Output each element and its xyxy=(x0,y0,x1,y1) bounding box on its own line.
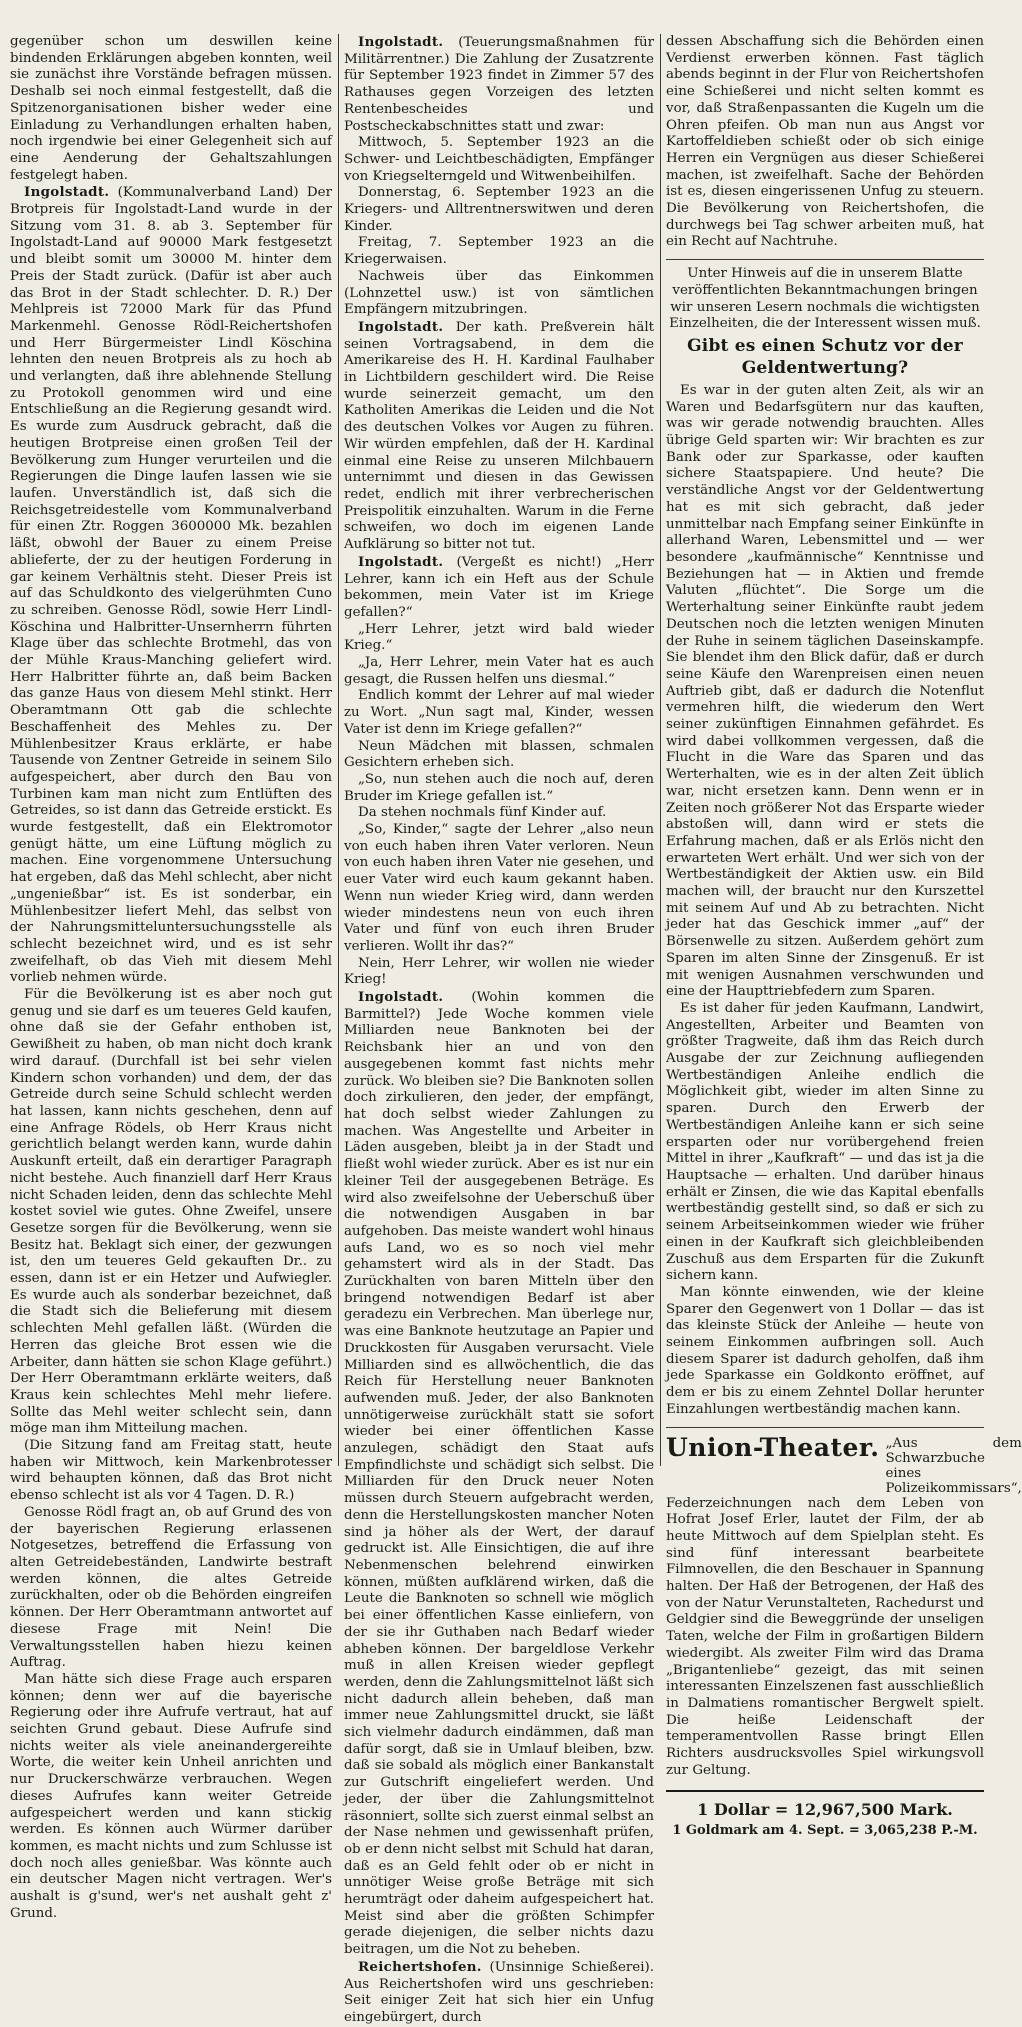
article-dateline: Ingolstadt. xyxy=(24,184,110,201)
article-paragraph: Man könnte einwenden, wie der kleine Sparer den Gegenwert von 1 Dollar — das ist das kleinste Stück der Anleihe — heute von seinem Einkommen aufbringen soll. Auch diesem Sparer ist dadurch geholfen, daß ihm jede Sparkasse ein Goldkonto eröffnet, auf dem er bis zu einem Zehntel Dollar herunter Einzahlungen wertbeständig machen kann. xyxy=(666,1284,984,1417)
article-paragraph xyxy=(10,184,332,987)
column-3 xyxy=(666,34,1022,1840)
article-text: gegenüber schon um deswillen keine bindenden Erklärungen abgeben konnten, weil sie zunächst ihre Vorstände befragen müssen. Deshalb sei noch einmal festgestellt, daß die Spitzenorganisationen bisher weder eine Einladung zu Verhandlungen erhalten haben, noch irgendwie bei einer Gelegenheit sich auf eine Aenderung der Gehaltszahlungen festgelegt haben. xyxy=(10,34,332,183)
article-dateline: Reichertshofen. xyxy=(358,1958,482,1975)
article-dateline: Ingolstadt. xyxy=(358,989,444,1006)
article-paragraph: Für die Bevölkerung ist es aber noch gut genug und sie darf es um teueres Geld kaufen, ohne daß sie der Gefahr enthoben ist, Gewißheit zu haben, ob man nicht doch krank wird darauf. (Durchfall ist bei sehr vielen Kindern schon vorhanden) und dem, der das Getreide durch seine Schuld schlecht werden hat lassen, kann nichts geschehen, denn auf eine Anfrage Rödels, ob Herr Kraus nicht gerichtlich belangt werden kann, wurde dahin Auskunft erteilt, daß ein derartiger Paragraph nicht bestehe. Auch finanziell darf Herr Kraus nicht Schaden leiden, denn das schlechte Mehl kostet soviel wie gutes. Ohne Zweifel, unsere Gesetze sorgen für die Bevölkerung, wenn sie Besitz hat. Beklagt sich einer, der gezwungen ist, den um teueres Geld gekauften Dr.. zu essen, dann ist er ein Hetzer und Aufwiegler. Es wurde auch als sonderbar bezeichnet, daß die Stadt sich die Belieferung mit diesem schlechten Mehl gefallen läßt. (Würden die Herren das gleiche Brot essen wie die Arbeiter, dann hätten sie schon Klage geführt.) Der Herr Oberamtmann erklärte weiters, daß Kraus kein schlechtes Mehl mehr liefere. Sollte das Mehl weiter schlecht sein, dann möge man ihm Mitteilung machen. xyxy=(10,987,332,1437)
article-paragraph: Nein, Herr Lehrer, wir wollen nie wieder Krieg! xyxy=(344,955,654,988)
exchange-rate-box xyxy=(666,1790,984,1840)
article-text: (Unsinnige Schießerei). Aus Reichertshofen wird uns geschrieben: Seit einiger Zeit hat sich hier ein Unfug eingebürgert, durch xyxy=(344,1959,654,2025)
section-divider xyxy=(666,259,984,260)
article-paragraph: „Herr Lehrer, jetzt wird bald wieder Krieg.“ xyxy=(344,621,654,654)
article-paragraph: Genosse Rödl fragt an, ob auf Grund des von der bayerischen Regierung erlassenen Notgesetzes, betreffend die Erfassung von alten Getreidebeständen, Landwirte bestraft werden können, die altes Getreide zurückhalten, oder ob die Behörden eingreifen können. Der Herr Oberamtmann antwortet auf diesese Frage mit Nein! Die Verwaltungsstellen haben hiezu keinen Auftrag. xyxy=(10,1504,332,1671)
article-paragraph: Donnerstag, 6. September 1923 an die Kriegers- und Alltrentnerswitwen und deren Kinder. xyxy=(344,185,654,234)
article-paragraph: Da stehen nochmals fünf Kinder auf. xyxy=(358,805,607,821)
article-paragraph: Neun Mädchen mit blassen, schmalen Gesichtern erheben sich. xyxy=(344,738,654,771)
article-text: (Wohin kommen die Barmittel?) Jede Woche kommen viele Milliarden neue Banknoten bei der Reichsbank hier an und von den ausgegebenen kommt fast nichts mehr zurück. Wo bleiben sie? Die Banknoten sollen doch zirkulieren, den jeder, der empfängt, hat doch selbst wieder Zahlungen zu machen. Was Angestellte und Arbeiter in Läden ausgeben, bleibt ja in der Stadt und fließt wohl wieder zurück. Aber es ist nur ein kleiner Teil der ausgegebenen Beträge. Es wird also zweifelsohne der Ueberschuß über die notwendigen Ausgaben in bar aufgehoben. Das meiste wandert wohl hinaus aufs Land, wo es so noch viel mehr gehamstert wird als in der Stadt. Das Zurückhalten von baren Mitteln über den bringend notwendigen Bedarf ist aber geradezu ein Verbrechen. Man überlege nur, was eine Banknote heutzutage an Papier und Druckkosten für Ausgaben verursacht. Viele Milliarden sind es allwöchentlich, die das Reich für Herstellung neuer Banknoten aufwenden muß. Jeder, der also Banknoten unnötigerweise zurückhält statt sie sofort wieder bei einer öffentlichen Kasse anzulegen, schädigt den Staat aufs Empfindlichste und schädigt sich selbst. Die Milliarden für den Druck neuer Noten müssen durch Steuern aufgebracht werden, denn die Herstellungskosten mancher Noten sind ja höher als der Wert, der darauf gedruckt ist. Alle Einsichtigen, die auf ihre Nebenmenschen belehrend einwirken können, müßten aufklärend wirken, daß die Leute die Banknoten so schnell wie möglich bei einer öffentlichen Kasse einliefern, von der sie ihr Guthaben nach Bedarf wieder abheben können. Der bargeldlose Verkehr muß in allen Kreisen wieder gepflegt werden, denn die Zahlungsmittelnot läßt sich nicht dadurch allein beheben, daß man immer neue Zahlungsmittel druckt, sie läßt sich vielmehr dadurch eindämmen, daß man dafür sorgt, daß sie in Umlauf bleiben, bzw. daß sie sobald als möglich einer Bankanstalt zur Gutschrift eingeliefert werden. Und jeder, der über die Zahlungsmittelnot räsonniert, sollte sich zuerst einmal selbst an der Nase nehmen und gewissenhaft prüfen, ob er denn nicht selbst mit Schuld hat daran, daß es an Geld fehlt oder ob er nicht in unnötiger Weise große Beträge mit sich herumträgt oder daheim aufgespeichert hat. Meist sind aber die größten Schimpfer gerade diejenigen, die selber nichts dazu beitragen, um die Not zu beheben. xyxy=(344,990,654,1958)
article-text: (Kommunalverband Land) Der Brotpreis für Ingolstadt-Land wurde in der Sitzung vom 31. 8. ab 3. September für Ingolstadt-Land auf 90000 Mark festgesetzt und bleibt somit um 30000 M. hinter dem Preis der Stadt zurück. (Dafür ist aber auch das Brot in der Stadt schlechter. D. R.) Der Mehlpreis ist 72000 Mark für das Pfund Markenmehl. Genosse Rödl-Reichertshofen und Herr Bürgermeister Lindl Köschina lehnten den neuen Brotpreis als zu hoch ab und verlangten, daß ihre ablehnende Stellung zu Protokoll genommen wird und eine Entschließung an die Regierung gesandt wird. Es wurde zum Ausdruck gebracht, daß die heutigen Brotpreise einen großen Teil der Bevölkerung zum Hunger verurteilen und die Regierungen die Dinge laufen lassen wie sie laufen. Unverständlich ist, daß sich die Reichsgetreidestelle vom Kommunalverband für einen Ztr. Roggen 3600000 Mk. bezahlen läßt, obwohl der Bauer zu einem Preise ablieferte, der zu der heutigen Forderung in gar keinem Verhältnis steht. Dieser Preis ist auf das Schuldkonto des vielgerühmten Cuno zu schreiben. Genosse Rödl, sowie Herr Lindl-Köschina und Halbritter-Unsernherrn führten Klage über das schlechte Brotmehl, das von der Mühle Kraus-Manching geliefert wird. Herr Halbritter führte an, daß beim Backen das ganze Haus von diesem Mehl stinkt. Herr Oberamtmann Ott gab die schlechte Beschaffenheit des Mehles zu. Der Mühlenbesitzer Kraus erklärte, er habe Tausende von Zentner Getreide in seinem Silo aufgespeichert, aber durch den Bau von Turbinen kam man nicht zum Entlüften des Getreides, so ist dann das Getreide erstickt. Es wurde festgestellt, daß ein Elektromotor genügt hätte, um eine Lüftung möglich zu machen. Eine vorgenommene Untersuchung hat ergeben, daß das Mehl schlecht, aber nicht „ungenießbar“ ist. Es ist sonderbar, ein Mühlenbesitzer liefert Mehl, das selbst von der Nahrungsmitteluntersuchungsstelle als schlecht bezeichnet wird, und es ist sehr zweifelhaft, ob das Vieh mit diesem Mehl vorlieb nehmen würde. xyxy=(10,185,332,986)
article-paragraph: Nachweis über das Einkommen (Lohnzettel usw.) ist von sämtlichen Empfängern mitzubringen. xyxy=(344,268,654,318)
article-dateline: Ingolstadt. xyxy=(358,318,444,335)
column-rule-right xyxy=(660,34,661,1466)
theater-notice xyxy=(666,1427,1022,1780)
theater-title: Union-Theater. xyxy=(666,1432,880,1462)
theater-header xyxy=(666,1432,1022,1496)
article-text: (Teuerungsmaßnahmen für Militärrentner.) Die Zahlung der Zusatzrente für September 1923 findet in Zimmer 57 des Rathauses gegen Vorzeigen des letzten Rentenbescheides und Postscheckabschnittes statt und zwar: xyxy=(344,35,654,134)
goldmark-rate: 1 Goldmark am 4. Sept. = 3,065,238 P.-M. xyxy=(672,1822,978,1838)
article-text: (Vergeßt es nicht!) „Herr Lehrer, kann ich ein Heft aus der Schule bekommen, mein Vater ist im Kriege gefallen?“ xyxy=(344,554,654,620)
article-text: Der kath. Preßverein hält seinen Vortragsabend, in dem die Amerikareise des H. H. Kardinal Faulhaber in Lichtbildern geschildert wird. Die Reise wurde seinerzeit gemacht, um den Katholiten Amerikas die Leiden und die Not des deutschen Volkes vor Augen zu führen. Wir würden empfehlen, daß der H. Kardinal einmal eine Reise zu unseren Milchbauern unternimmt und diesen in das Gewissen redet, endlich mit ihrer verbrecherischen Preispolitik einzuhalten. Warum in die Ferne schweifen, wo doch im eigenen Lande Aufklärung so bitter not tut. xyxy=(344,319,654,553)
article-dateline: Ingolstadt. xyxy=(358,553,444,570)
article-paragraph: Es war in der guten alten Zeit, als wir an Waren und Bedarfsgütern nur das kauften, was wir gerade notwendig brauchten. Alles übrige Geld sparten wir: Wir brachten es zur Bank oder zur Sparkasse, oder kauften sichere Staatspapiere. Und heute? Die verständliche Angst vor der Geldentwertung hat es mit sich gebracht, daß jeder unmittelbar nach Empfang seiner Einkünfte in allerhand Waren, Lebensmittel und — wer besondere „kaufmännische“ Kenntnisse und Beziehungen hat — in Aktien und fremde Valuten „flüchtet“. Die Sorge um die Werterhaltung seiner Einkünfte raubt jedem Deutschen noch die letzten wenigen Minuten der Ruhe in seinem täglichen Daseinskampfe. Sie blendet ihm den Blick dafür, daß er durch seine Käufe den Warenpreisen einen neuen Auftrieb gibt, daß er dadurch die Notenflut vermehren hilft, die wiederum den Wert seiner zukünftigen Einnahmen gefährdet. Es wird dabei vollkommen vergessen, daß die Flucht in die Ware das Sparen und das Werterhalten, wie es in der alten Zeit üblich war, nicht ersetzen kann. Denn wenn er in Zeiten noch größerer Not das Ersparte wieder abstoßen will, dann wird er stets die Erfahrung machen, daß er als Erlös nicht den erwarteten Wert erhält. Und wer sich von der Wertbeständigkeit der Aktien usw. ein Bild machen will, der braucht nur den Kurszettel mit seinem Auf und Ab zu betrachten. Nicht jeder hat das Geschick immer „auf“ der Börsenwelle zu sitzen. Außerdem gehört zum Sparen im alten Sinne der Zinsgenuß. Er ist mit wenigen Ausnahmen verschwunden und eine der Haupttriebfedern zum Sparen. xyxy=(666,382,984,1000)
article-paragraph: Mittwoch, 5. September 1923 an die Schwer- und Leichtbeschädigten, Empfänger von Kriegselterngeld und Witwenbeihilfen. xyxy=(344,135,654,184)
column-rule-left xyxy=(338,34,339,1466)
article-paragraph xyxy=(344,989,654,1959)
article-dateline: Ingolstadt. xyxy=(358,34,444,50)
section-divider xyxy=(666,1427,984,1428)
article-text: dessen Abschaffung sich die Behörden einen Verdienst erwerben können. Fast täglich abends beginnt in der Flur von Reichertshofen eine Schießerei und nicht selten kommt es vor, daß Straßenpassanten die Kugeln um die Ohren pfeifen. Ob man nun aus Angst vor Kartoffeldieben schießt oder ob sich einige Herren ein Vergnügen aus dieser Schießerei machen, ist zweifelhaft. Sache der Behörden ist es, diesen eingerissenen Unfug zu steuern. Die Bevölkerung von Reichertshofen, die durchwegs bei Tag schwer arbeiten muß, hat ein Recht auf Nachtruhe. xyxy=(666,34,984,250)
film-title-quote: „Aus dem Schwarzbuche eines Polizeikommissars“, xyxy=(885,1435,1022,1496)
article-paragraph xyxy=(344,34,654,135)
column-1 xyxy=(10,34,332,1922)
article-paragraph: (Die Sitzung fand am Freitag statt, heute haben wir Mittwoch, kein Markenbrotesser wird behaupten können, daß das Brot nicht ebenso schlecht ist als vor 4 Tagen. D. R.) xyxy=(10,1438,332,1504)
column-2 xyxy=(344,34,654,2027)
article-paragraph: „Ja, Herr Lehrer, mein Vater hat es auch gesagt, die Russen helfen uns diesmal.“ xyxy=(344,655,654,687)
theater-text: Federzeichnungen nach dem Leben von Hofrat Josef Erler, lautet der Film, der ab heute Mittwoch auf dem Spielplan steht. Es sind fünf interessant bearbeitete Filmnovellen, die den Beschauer in Spannung halten. Der Haß der Betrogenen, der Haß des von der Natur Verunstalteten, Rachedurst und Geldgier sind die Beweggründe der unseligen Taten, welche der Film in großartigen Bildern wiedergibt. Als zweiter Film wird das Drama „Brigantenliebe“ gezeigt, das mit seinen interessanten Einzelszenen fast ausschließlich in Dalmatiens romantischer Bergwelt spielt. Die heiße Leidenschaft der temperamentvollen Rasse bringt Ellen Richters ausdrucksvolles Spiel wirkungsvoll zur Geltung. xyxy=(666,1495,984,1778)
article-paragraph: Endlich kommt der Lehrer auf mal wieder zu Wort. „Nun sagt mal, Kinder, wessen Vater ist denn im Kriege gefallen?“ xyxy=(344,688,654,737)
article-headline: Gibt es einen Schutz vor der Geldentwertung? xyxy=(687,335,963,378)
article-paragraph: „So, nun stehen auch die noch auf, deren Bruder im Kriege gefallen ist.“ xyxy=(344,771,654,804)
article-paragraph xyxy=(344,1959,654,2027)
article-paragraph: Freitag, 7. September 1923 an die Kriegerwaisen. xyxy=(344,235,654,268)
dollar-rate: 1 Dollar = 12,967,500 Mark. xyxy=(697,1799,953,1819)
article-paragraph: Es ist daher für jeden Kaufmann, Landwirt, Angestellten, Arbeiter und Beamten von größter Tragweite, daß ihm das Reich durch Ausgabe der zur Zeichnung aufliegenden Wertbeständigen Anleihe endlich die Möglichkeit gibt, wieder im alten Sinne zu sparen. Durch den Erwerb der Wertbeständigen Anleihe kann er sich seine ersparten oder nur vorübergehend freien Mittel in ihrer „Kaufkraft“ — und das ist ja die Hauptsache — erhalten. Und darüber hinaus erhält er Zinsen, die wie das Kapital ebenfalls wertbeständig gestellt sind, so daß er sich zu seinem Arbeitseinkommen wieder wie früher einen in der Kaufkraft sich gleichbleibenden Zuschuß aus dem Ersparten für die Zukunft sichern kann. xyxy=(666,1000,984,1284)
article-paragraph: Man hätte sich diese Frage auch ersparen können; denn wer auf die bayerische Regierung oder ihre Aufrufe vertraut, hat auf seichten Grund gebaut. Diese Aufrufe sind nichts weiter als viele aneinandergereihte Worte, die weiter kein Unheil anrichten und nur Druckerschwärze verbrauchen. Wegen dieses Aufrufes kann weiter Getreide aufgespeichert werden und kann stickig werden. Es können auch Würmer darüber kommen, es macht nichts und zum Schlusse ist doch noch alles genießbar. Was könnte auch ein deutscher Magen nicht vertragen. Wer's aushalt is g'sund, wer's net aushalt geht z' Grund. xyxy=(10,1671,332,1921)
article-paragraph: „So, Kinder,“ sagte der Lehrer „also neun von euch haben ihren Vater verloren. Neun von euch haben ihren Vater nie gesehen, und euer Vater wird euch kaum gekannt haben. Wenn nun wieder Krieg wird, dann werden wieder mindestens neun von euch ihren Vater und fünf von euch ihren Bruder verlieren. Wollt ihr das?“ xyxy=(344,822,654,954)
article-paragraph xyxy=(344,319,654,554)
notice-intro: Unter Hinweis auf die in unserem Blatte veröffentlichten Bekanntmachungen bringen wir unseren Lesern nochmals die wichtigsten Einzelheiten, die der Interessent wissen muß. xyxy=(669,266,981,332)
article-paragraph xyxy=(344,554,654,622)
